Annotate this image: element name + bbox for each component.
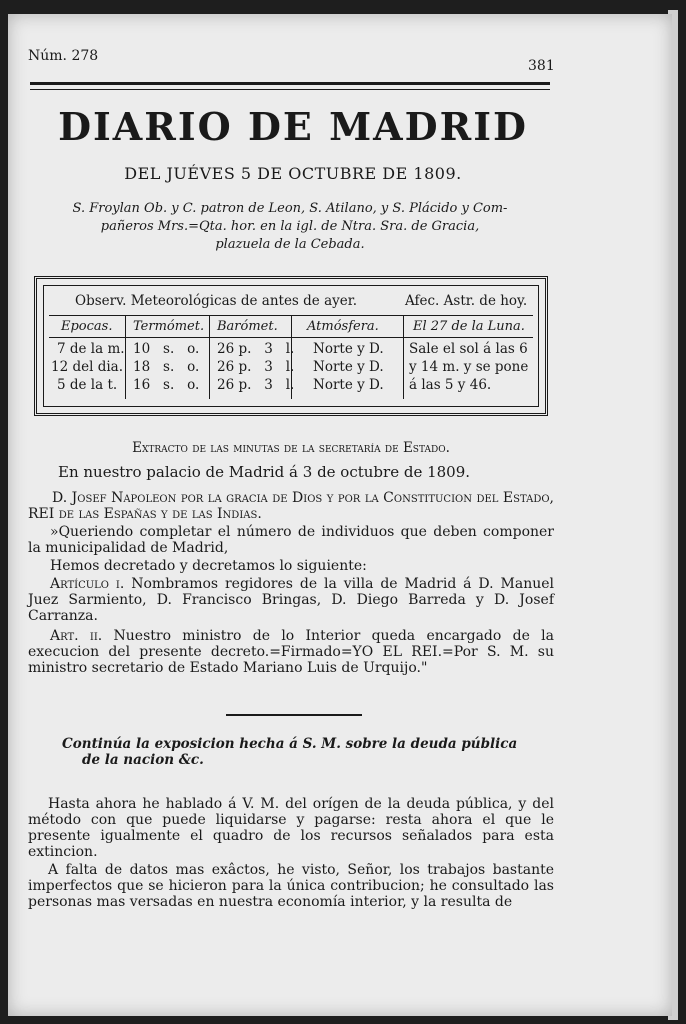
row-3-baro: 26 p. 3 l. <box>217 377 295 393</box>
weather-table <box>34 276 548 416</box>
header-rule-thin <box>30 89 550 90</box>
row-3-luna: á las 5 y 46. <box>409 377 492 393</box>
row-1-baro: 26 p. 3 l. <box>217 341 295 357</box>
row-2-baro: 26 p. 3 l. <box>217 359 295 375</box>
exposition-heading-line-1: Continúa la exposicion hecha á S. M. sobre la deuda pública <box>62 736 518 752</box>
decree-heading: Extracto de las minutas de la secretaría de Estado. <box>132 440 450 456</box>
article-2-label: Art. ii. <box>50 628 103 644</box>
exposition-heading <box>62 736 542 768</box>
exposition-heading-line-2: de la nacion &c. <box>82 752 204 768</box>
saints-line-1: S. Froylan Ob. y C. patron de Leon, S. Atilano, y S. Plácido y Com- <box>72 201 508 216</box>
row-3-atmos: Norte y D. <box>313 377 384 393</box>
row-3-epoca: 5 de la t. <box>57 377 118 393</box>
col-divider-1 <box>125 315 126 399</box>
article-2-text: Nuestro ministro de lo Interior queda encargado de la execucion del presente decreto.=Firmado=YO EL REI.=Por S. M. su ministro secretario de Estado Mariano Luis de Urquijo." <box>28 628 554 676</box>
saints-line-3: plazuela de la Cebada. <box>215 237 365 252</box>
weather-caption-left: Observ. Meteorológicas de antes de ayer. <box>75 293 358 309</box>
issue-number: Núm. 278 <box>28 48 99 64</box>
dateline: DEL JUÉVES 5 DE OCTUBRE DE 1809. <box>124 164 462 183</box>
row-1-atmos: Norte y D. <box>313 341 384 357</box>
row-2-atmos: Norte y D. <box>313 359 384 375</box>
col-header-epocas: Epocas. <box>61 319 113 334</box>
row-1-termo: 10 s. o. <box>133 341 200 357</box>
row-1-epoca: 7 de la m. <box>57 341 125 357</box>
col-header-luna: El 27 de la Luna. <box>413 319 525 334</box>
exposition-paragraph-2: A falta de datos mas exâctos, he visto, Señor, los trabajos bastante imperfectos que se hicieron para la única contribucion; he consultado las personas mas versadas en nuestra economía interior, y la resulta de <box>28 862 554 910</box>
col-divider-4 <box>403 315 404 399</box>
row-2-epoca: 12 del dia. <box>51 359 124 375</box>
row-2-luna: y 14 m. y se pone <box>409 359 529 375</box>
section-separator <box>226 714 362 716</box>
decree-paragraph-2: Hemos decretado y decretamos lo siguiente: <box>50 558 367 574</box>
row-3-termo: 16 s. o. <box>133 377 200 393</box>
saints-of-day <box>40 200 540 254</box>
page-number: 381 <box>528 58 555 74</box>
row-1-luna: Sale el sol á las 6 <box>409 341 528 357</box>
decree-intro-text: D. Josef Napoleon por la gracia de Dios y por la Constitucion del Estado, REI de las Españas y de las Indias. <box>28 490 554 522</box>
col-header-atmosfera: Atmósfera. <box>307 319 379 334</box>
exposition-paragraph-1: Hasta ahora he hablado á V. M. del orígen de la deuda pública, y del método con que puede liquidarse y pagarse: resta ahora el que le presente igualmente el quadro de los recursos señalados para esta extincion. <box>28 796 554 860</box>
article-1-text: Nombramos regidores de la villa de Madrid á D. Manuel Juez Sarmiento, D. Francisco Bringas, D. Diego Barreda y D. Josef Carranza. <box>28 576 554 624</box>
decree-intro <box>28 490 554 522</box>
weather-caption-right: Afec. Astr. de hoy. <box>405 293 528 309</box>
saints-line-2: pañeros Mrs.=Qta. hor. en la igl. de Ntra. Sra. de Gracia, <box>100 219 480 234</box>
decree-article-2 <box>28 628 554 676</box>
col-header-termometro: Termómet. <box>133 319 205 334</box>
header-rule-thick <box>30 82 550 85</box>
col-divider-2 <box>209 315 210 399</box>
decree-paragraph-1: »Queriendo completar el número de individuos que deben componer la municipalidad de Madrid, <box>28 524 554 556</box>
article-1-label: Artículo i. <box>50 576 125 592</box>
decree-article-1 <box>28 576 554 624</box>
decree-place-date: En nuestro palacio de Madrid á 3 de octubre de 1809. <box>58 463 471 481</box>
col-header-barometro: Barómet. <box>217 319 278 334</box>
row-2-termo: 18 s. o. <box>133 359 200 375</box>
masthead-title: DIARIO DE MADRID <box>58 104 528 149</box>
